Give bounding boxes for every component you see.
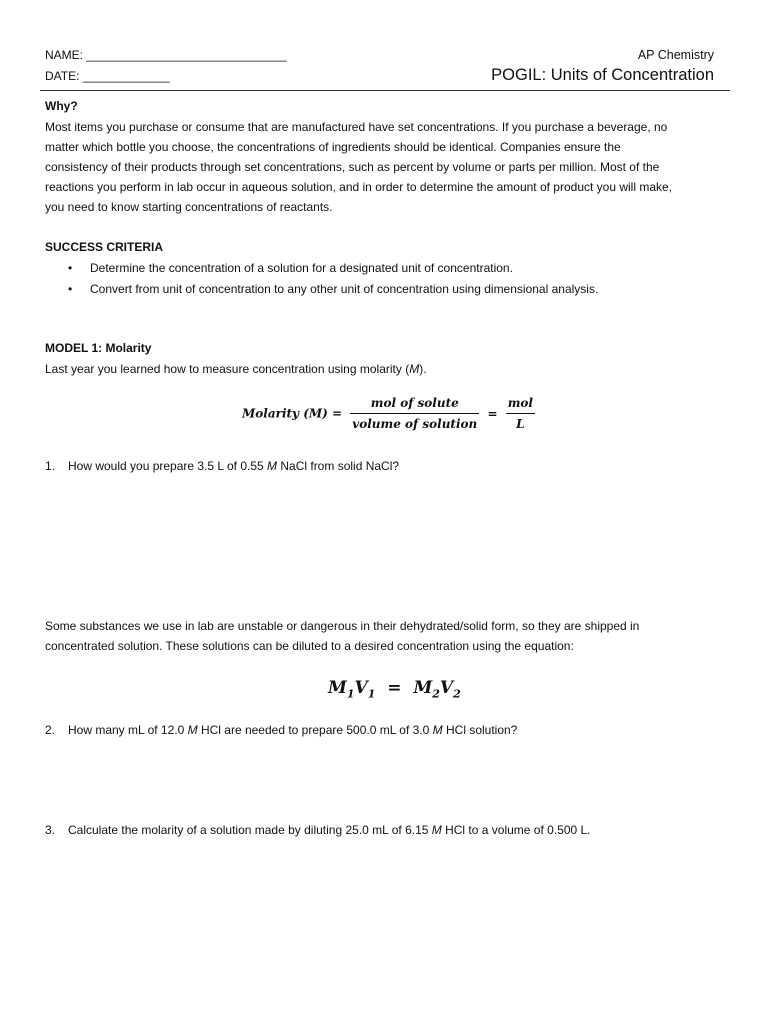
eq-symbol: V <box>439 678 454 698</box>
dilution-line: concentrated solution. These solutions can be diluted to a desired concentration using the equation: <box>45 639 574 653</box>
name-field <box>45 48 287 62</box>
why-paragraph <box>45 117 735 217</box>
intro-text: Last year you learned how to measure concentration using molarity ( <box>45 362 410 376</box>
question-text-end: NaCl from solid NaCl? <box>277 459 400 473</box>
eq-equals: = <box>387 678 402 698</box>
question-text: HCl are needed to prepare 500.0 mL of 3.0 <box>197 723 433 737</box>
why-line: reactions you perform in lab occur in aqueous solution, and in order to determine the amount of product you will make, <box>45 180 673 194</box>
why-line: you need to know starting concentrations of reactants. <box>45 200 333 214</box>
bullet-icon: • <box>68 261 73 275</box>
dilution-line: Some substances we use in lab are unstable or dangerous in their dehydrated/solid form, so they are shipped in <box>45 619 640 633</box>
criteria-item <box>68 261 513 275</box>
eq-subscript: 1 <box>367 687 376 701</box>
formula-lhs: Molarity (M) = <box>242 406 343 421</box>
question-number: 2. <box>45 723 56 737</box>
question-unit: M <box>432 723 443 737</box>
molarity-formula <box>242 396 535 431</box>
formula-numerator: mol of solute <box>350 396 479 414</box>
date-line: _____________ <box>82 69 170 83</box>
name-label: NAME: <box>45 48 84 62</box>
eq-subscript: 2 <box>432 687 440 701</box>
intro-unit: M <box>409 362 420 376</box>
question-text-end: HCl solution? <box>442 723 518 737</box>
question-number: 3. <box>45 823 56 837</box>
question-text: How many mL of 12.0 <box>68 723 188 737</box>
name-line: ______________________________ <box>86 48 287 62</box>
formula-numerator: mol <box>506 396 535 414</box>
question-text: How would you prepare 3.5 L of 0.55 <box>68 459 268 473</box>
formula-denominator: volume of solution <box>352 417 478 431</box>
question-text-end: HCl to a volume of 0.500 L. <box>441 823 591 837</box>
page-title: POGIL: Units of Concentration <box>491 66 714 84</box>
criteria-text: Convert from unit of concentration to any other unit of concentration using dimensional analysis. <box>90 282 599 296</box>
why-line: Most items you purchase or consume that are manufactured have set concentrations. If you purchase a beverage, no <box>45 120 668 134</box>
eq-subscript: 1 <box>346 687 355 701</box>
success-heading: SUCCESS CRITERIA <box>45 240 164 254</box>
eq-symbol: M <box>413 678 433 698</box>
question-number: 1. <box>45 459 56 473</box>
question-1 <box>45 459 399 473</box>
formula-equals: = <box>487 406 498 421</box>
model1-heading: MODEL 1: Molarity <box>45 341 152 355</box>
bullet-icon: • <box>68 282 73 296</box>
header-divider <box>40 90 730 91</box>
model1-intro <box>45 362 427 376</box>
eq-symbol: M <box>328 678 347 698</box>
criteria-item <box>68 282 598 296</box>
formula-denominator: L <box>516 417 525 431</box>
eq-symbol: V <box>354 678 368 698</box>
criteria-text: Determine the concentration of a solution for a designated unit of concentration. <box>90 261 513 275</box>
why-line: consistency of their products through set concentrations, such as percent by volume or parts per million. Most of the <box>45 160 660 174</box>
intro-text-end: ). <box>419 362 427 376</box>
question-unit: M <box>431 823 442 837</box>
why-line: matter which bottle you choose, the concentrations of ingredients should be identical. Companies ensure the <box>45 140 621 154</box>
question-unit: M <box>267 459 278 473</box>
formula-fraction-2 <box>506 396 535 431</box>
why-heading: Why? <box>45 99 78 113</box>
dilution-paragraph <box>45 616 735 656</box>
question-text: Calculate the molarity of a solution made by diluting 25.0 mL of 6.15 <box>68 823 432 837</box>
date-field <box>45 69 170 83</box>
question-3 <box>45 823 591 837</box>
formula-fraction-1 <box>350 396 479 431</box>
dilution-equation <box>328 678 461 700</box>
course-label: AP Chemistry <box>637 48 714 62</box>
eq-subscript: 2 <box>453 687 461 701</box>
question-unit: M <box>187 723 198 737</box>
date-label: DATE: <box>45 69 80 83</box>
question-2 <box>45 723 517 737</box>
